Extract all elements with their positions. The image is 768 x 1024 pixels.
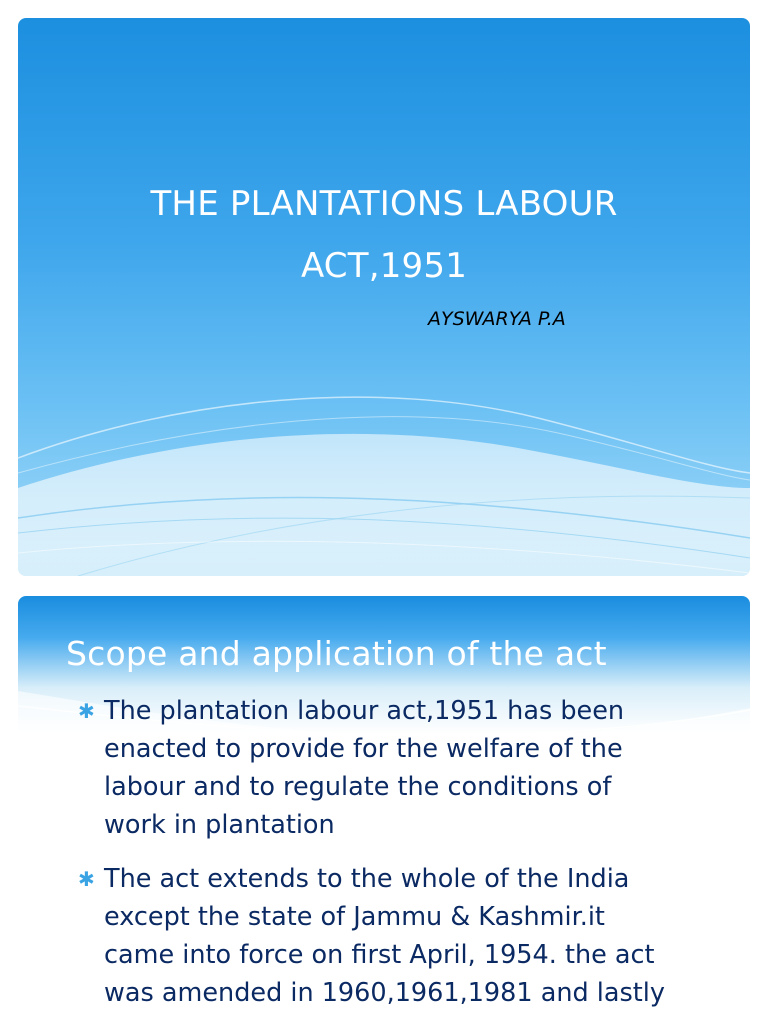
bullet-line: came into force on first April, 1954. the act: [104, 940, 655, 970]
title-line-1: THE PLANTATIONS LABOUR: [150, 184, 618, 224]
bullet-item: [78, 692, 718, 844]
asterisk-icon: ✱: [78, 699, 95, 723]
bullet-line: was amended in 1960,1961,1981 and lastly: [104, 978, 665, 1008]
bullet-line: labour and to regulate the conditions of: [104, 772, 612, 802]
slide-heading: Scope and application of the act: [66, 634, 607, 673]
wave-decoration: [18, 18, 750, 576]
content-slide: [18, 596, 750, 1024]
bullet-line: work in plantation: [104, 810, 335, 840]
title-slide: [18, 18, 750, 576]
bullet-line: The plantation labour act,1951 has been: [104, 696, 625, 726]
bullet-line: The act extends to the whole of the India: [104, 864, 630, 894]
bullet-list: [78, 692, 718, 1024]
asterisk-icon: ✱: [78, 867, 95, 891]
bullet-line: enacted to provide for the welfare of the: [104, 734, 623, 764]
presentation-title: [18, 173, 750, 297]
bullet-item: [78, 860, 718, 1012]
title-line-2: ACT,1951: [300, 246, 468, 286]
author-name: AYSWARYA P.A: [428, 308, 566, 330]
bullet-line: except the state of Jammu & Kashmir.it: [104, 902, 605, 932]
